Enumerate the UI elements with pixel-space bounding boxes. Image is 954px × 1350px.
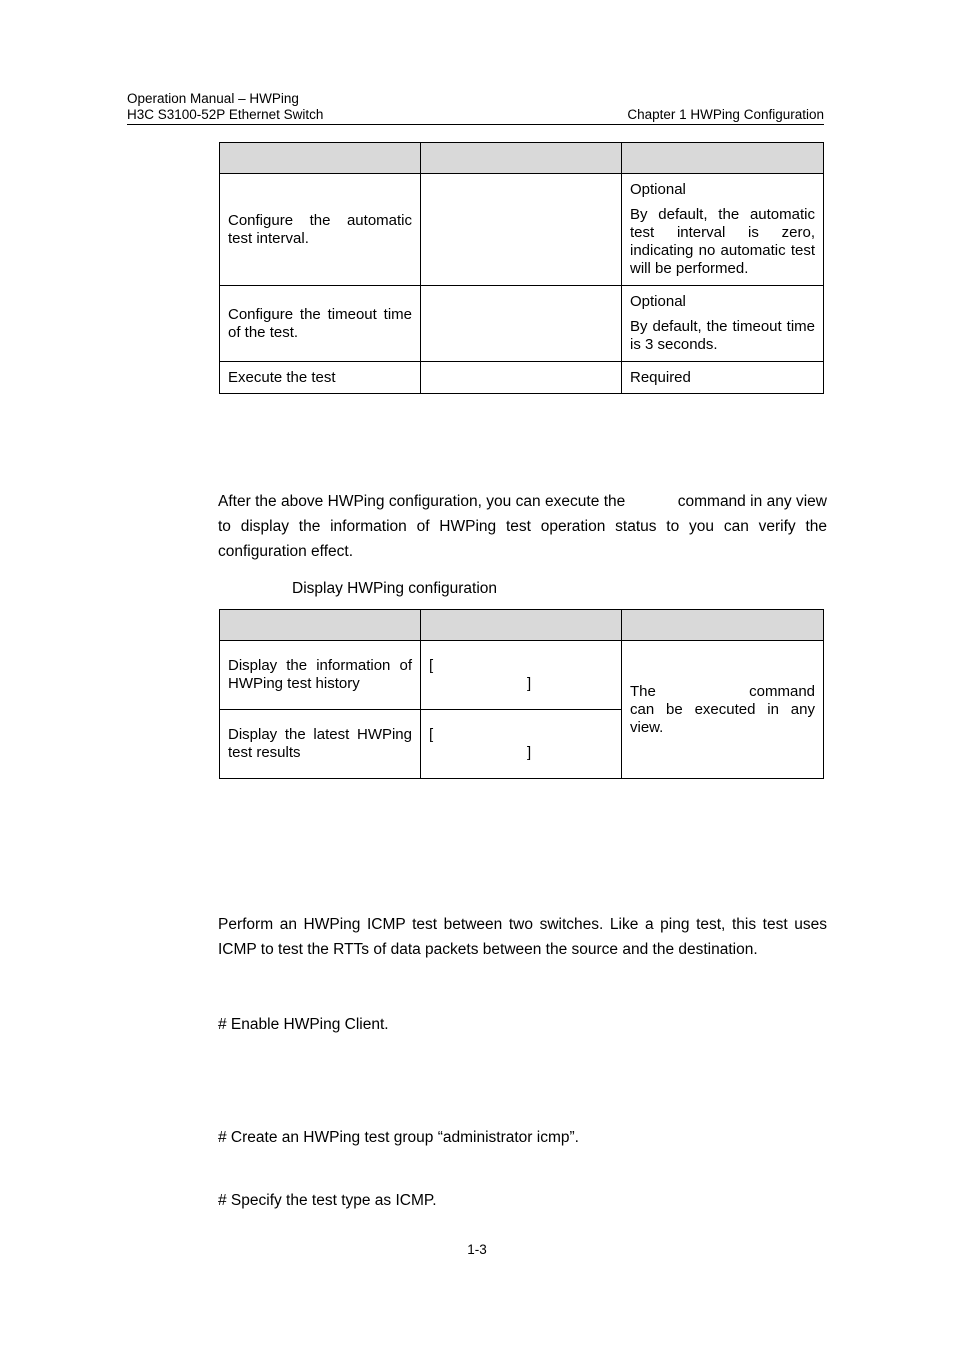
description-cell <box>622 362 824 394</box>
header-rule <box>127 124 824 125</box>
config-table <box>219 142 824 394</box>
display-paragraph: After the above HWPing configuration, you can execute the command in any view to display the information of HWPing test operation status to you can verify the configuration effect. <box>218 493 832 560</box>
description-line: By default, the automatic test interval is zero, indicating no automatic test will be performed. <box>630 206 815 277</box>
remark-word: command <box>749 682 815 700</box>
operation-cell: Configure the automatic test interval. <box>220 174 421 286</box>
display-table <box>219 609 824 779</box>
page-number: 1-3 <box>467 1242 487 1257</box>
description-line: Required <box>630 368 691 386</box>
bracket-close: ] <box>527 675 532 692</box>
operation-cell: Display the information of HWPing test history <box>220 641 421 710</box>
bracket-open: [ <box>429 726 434 743</box>
command-cell <box>421 362 622 394</box>
remark-word: The <box>630 682 656 700</box>
remark-first-line <box>630 683 815 701</box>
config-table-header <box>220 143 824 174</box>
command-cell <box>421 174 622 286</box>
operation-cell: Configure the timeout time of the test. <box>220 286 421 362</box>
remark-cell <box>622 641 824 779</box>
command-cell <box>421 286 622 362</box>
description-line: Optional <box>630 293 686 310</box>
display-table-header <box>220 610 824 641</box>
table-row <box>220 641 824 710</box>
operation-cell: Execute the test <box>220 362 421 394</box>
table-row <box>220 362 824 394</box>
description-line: By default, the timeout time is 3 seconds. <box>630 318 815 353</box>
remark-rest: can be executed in any view. <box>630 700 815 736</box>
step-test-type: # Specify the test type as ICMP. <box>218 1192 437 1209</box>
description-cell <box>622 174 824 286</box>
command-cell <box>421 641 622 710</box>
manual-title: Operation Manual – HWPing <box>127 91 299 106</box>
description-cell <box>622 286 824 362</box>
description-line: Optional <box>630 181 686 198</box>
product-name: H3C S3100-52P Ethernet Switch <box>127 107 324 122</box>
table-row <box>220 286 824 362</box>
chapter-title: Chapter 1 HWPing Configuration <box>627 107 824 122</box>
step-create-group: # Create an HWPing test group “administrator icmp”. <box>218 1129 579 1146</box>
command-cell <box>421 710 622 779</box>
table-caption: Display HWPing configuration <box>292 580 498 597</box>
bracket-close: ] <box>527 744 532 761</box>
example-paragraph: Perform an HWPing ICMP test between two switches. Like a ping test, this test uses ICMP to test the RTTs of data packets between the source and the destination. <box>218 916 827 958</box>
operation-cell: Display the latest HWPing test results <box>220 710 421 779</box>
step-enable-client: # Enable HWPing Client. <box>218 1016 389 1033</box>
bracket-open: [ <box>429 657 434 674</box>
table-row <box>220 174 824 286</box>
